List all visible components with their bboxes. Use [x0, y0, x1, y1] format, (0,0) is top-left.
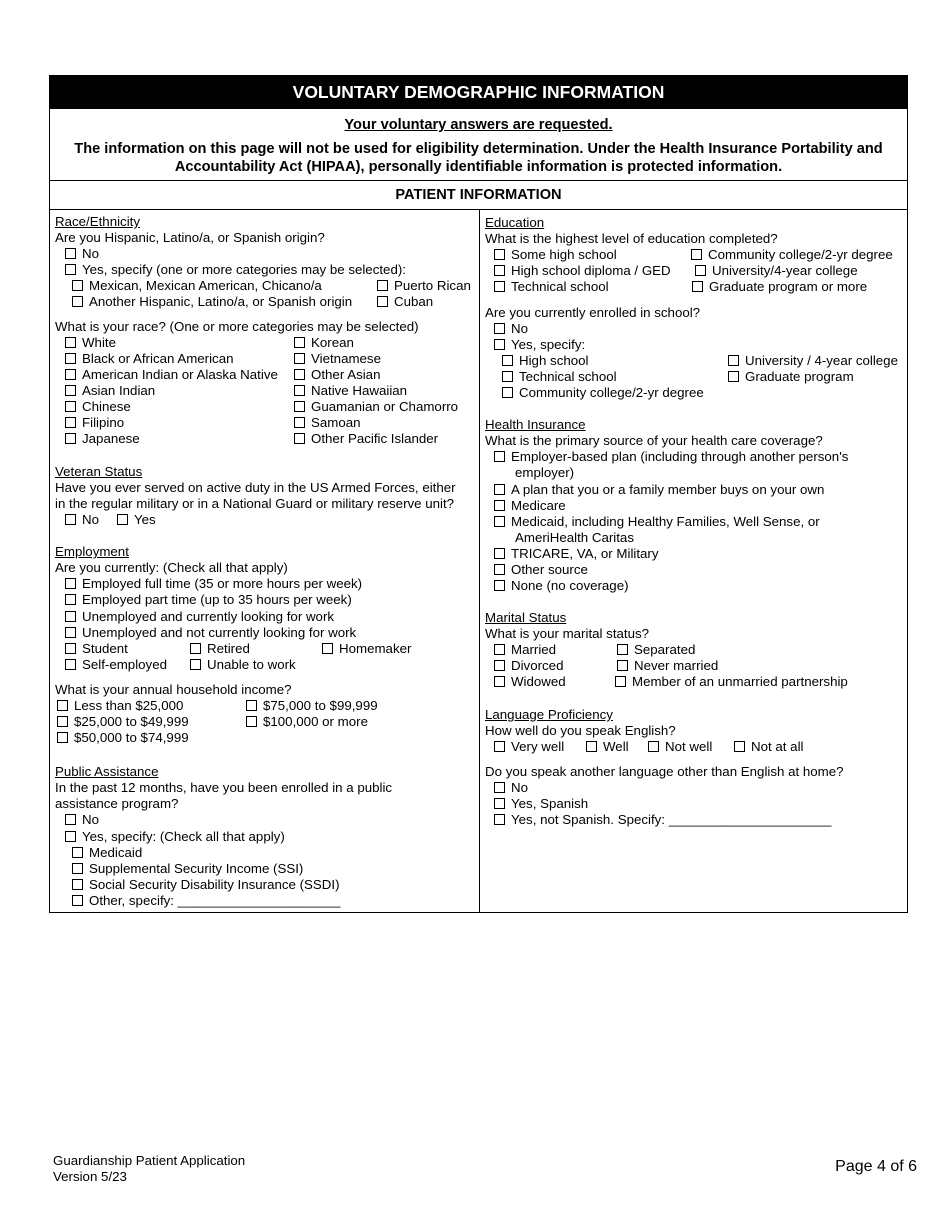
checkbox[interactable]	[494, 484, 505, 495]
insurance-option[interactable]: Other source	[494, 562, 588, 578]
checkbox[interactable]	[494, 676, 505, 687]
employment-option[interactable]: Employed part time (up to 35 hours per week)	[65, 592, 352, 608]
checkbox[interactable]	[494, 265, 505, 276]
checkbox[interactable]	[117, 514, 128, 525]
checkbox[interactable]	[294, 337, 305, 348]
checkbox[interactable]	[72, 280, 83, 291]
marital-option[interactable]: Separated	[617, 642, 695, 658]
income-option[interactable]: $100,000 or more	[246, 714, 368, 730]
assistance-no-option[interactable]: No	[65, 812, 99, 828]
income-option[interactable]: $75,000 to $99,999	[246, 698, 378, 714]
assistance-yes-option[interactable]: Yes, specify: (Check all that apply)	[65, 829, 285, 845]
education-option[interactable]: Community college/2-yr degree	[691, 247, 893, 263]
footer	[53, 1153, 245, 1185]
checkbox[interactable]	[65, 433, 76, 444]
education-option[interactable]: High school diploma / GED	[494, 263, 671, 279]
checkbox[interactable]	[65, 417, 76, 428]
checkbox[interactable]	[494, 516, 505, 527]
checkbox[interactable]	[494, 580, 505, 591]
employment-option[interactable]: Retired	[190, 641, 250, 657]
checkbox[interactable]	[692, 281, 703, 292]
checkbox[interactable]	[65, 627, 76, 638]
race-option[interactable]: American Indian or Alaska Native	[65, 367, 278, 383]
education-option[interactable]: Technical school	[494, 279, 609, 295]
hispanic-question: Are you Hispanic, Latino/a, or Spanish origin?	[55, 230, 325, 245]
checkbox[interactable]	[65, 611, 76, 622]
english-option[interactable]: Very well	[494, 739, 564, 755]
right-column	[480, 210, 907, 912]
race-option[interactable]: Japanese	[65, 431, 140, 447]
checkbox[interactable]	[65, 578, 76, 589]
english-option[interactable]: Not at all	[734, 739, 803, 755]
checkbox[interactable]	[494, 814, 505, 825]
employment-option[interactable]: Self-employed	[65, 657, 167, 673]
checkbox[interactable]	[502, 355, 513, 366]
insurance-option[interactable]: TRICARE, VA, or Military	[494, 546, 659, 562]
race-option[interactable]: Native Hawaiian	[294, 383, 407, 399]
checkbox[interactable]	[57, 716, 68, 727]
assistance-sub-option[interactable]: Supplemental Security Income (SSI)	[72, 861, 303, 877]
other-language-option[interactable]: No	[494, 780, 528, 796]
language-heading: Language Proficiency	[485, 707, 613, 722]
school-option[interactable]: Graduate program	[728, 369, 854, 385]
marital-option[interactable]: Member of an unmarried partnership	[615, 674, 848, 690]
assistance-sub-option[interactable]: Medicaid	[72, 845, 142, 861]
checkbox[interactable]	[648, 741, 659, 752]
race-option[interactable]: Other Asian	[294, 367, 380, 383]
checkbox[interactable]	[494, 500, 505, 511]
marital-option[interactable]: Divorced	[494, 658, 563, 674]
enrolled-question: Are you currently enrolled in school?	[485, 305, 701, 320]
checkbox[interactable]	[65, 337, 76, 348]
checkbox[interactable]	[190, 659, 201, 670]
checkbox[interactable]	[57, 700, 68, 711]
veteran-no-option[interactable]: No	[65, 512, 99, 528]
checkbox[interactable]	[502, 387, 513, 398]
education-option[interactable]: Some high school	[494, 247, 617, 263]
employment-option[interactable]: Homemaker	[322, 641, 411, 657]
race-question: What is your race? (One or more categories may be selected)	[55, 319, 419, 334]
education-question: What is the highest level of education completed?	[485, 231, 778, 246]
section-heading: PATIENT INFORMATION	[50, 181, 907, 210]
checkbox[interactable]	[246, 700, 257, 711]
checkbox[interactable]	[586, 741, 597, 752]
checkbox[interactable]	[72, 863, 83, 874]
checkbox[interactable]	[294, 369, 305, 380]
checkbox[interactable]	[294, 401, 305, 412]
checkbox[interactable]	[72, 895, 83, 906]
hispanic-cuban-option[interactable]: Cuban	[377, 294, 433, 310]
checkbox[interactable]	[190, 643, 201, 654]
race-option[interactable]: Korean	[294, 335, 354, 351]
school-option[interactable]: University / 4-year college	[728, 353, 898, 369]
insurance-option[interactable]: Medicare	[494, 498, 566, 514]
veteran-question-line2: in the regular military or in a National Guard or military reserve unit?	[55, 496, 455, 511]
income-option[interactable]: $25,000 to $49,999	[57, 714, 189, 730]
insurance-question: What is the primary source of your health care coverage?	[485, 433, 823, 448]
checkbox[interactable]	[494, 564, 505, 575]
school-option[interactable]: Community college/2-yr degree	[502, 385, 704, 401]
checkbox[interactable]	[65, 401, 76, 412]
checkbox[interactable]	[494, 249, 505, 260]
assistance-sub-option[interactable]: Social Security Disability Insurance (SSDI)	[72, 877, 340, 893]
veteran-yes-option[interactable]: Yes	[117, 512, 156, 528]
enrolled-yes-option[interactable]: Yes, specify:	[494, 337, 585, 353]
insurance-option[interactable]: A plan that you or a family member buys on your own	[494, 482, 824, 498]
checkbox[interactable]	[294, 385, 305, 396]
education-option[interactable]: Graduate program or more	[692, 279, 867, 295]
checkbox[interactable]	[72, 879, 83, 890]
form-title: VOLUNTARY DEMOGRAPHIC INFORMATION	[50, 76, 907, 109]
english-option[interactable]: Not well	[648, 739, 712, 755]
checkbox[interactable]	[494, 798, 505, 809]
race-option[interactable]: White	[65, 335, 116, 351]
checkbox[interactable]	[65, 659, 76, 670]
checkbox[interactable]	[65, 643, 76, 654]
assistance-sub-option[interactable]: Other, specify: ______________________	[72, 893, 340, 909]
assistance-question-line2: assistance program?	[55, 796, 179, 811]
other-language-option[interactable]: Yes, not Spanish. Specify: ______________________	[494, 812, 831, 828]
education-option[interactable]: University/4-year college	[695, 263, 858, 279]
subtitle: Your voluntary answers are requested.	[344, 117, 613, 133]
checkbox[interactable]	[65, 369, 76, 380]
insurance-option[interactable]: None (no coverage)	[494, 578, 629, 594]
checkbox[interactable]	[494, 741, 505, 752]
checkbox[interactable]	[734, 741, 745, 752]
marital-option[interactable]: Widowed	[494, 674, 566, 690]
race-heading: Race/Ethnicity	[55, 214, 140, 229]
employment-heading: Employment	[55, 544, 129, 559]
other-language-option[interactable]: Yes, Spanish	[494, 796, 588, 812]
left-column	[50, 210, 480, 912]
employment-option[interactable]: Employed full time (35 or more hours per week)	[65, 576, 362, 592]
english-question: How well do you speak English?	[485, 723, 676, 738]
checkbox[interactable]	[494, 281, 505, 292]
race-option[interactable]: Filipino	[65, 415, 124, 431]
employment-option[interactable]: Unemployed and currently looking for work	[65, 609, 334, 625]
checkbox[interactable]	[65, 831, 76, 842]
checkbox[interactable]	[72, 296, 83, 307]
checkbox[interactable]	[57, 732, 68, 743]
checkbox[interactable]	[494, 782, 505, 793]
other-language-question: Do you speak another language other than English at home?	[485, 764, 844, 779]
hispanic-mexican-option[interactable]: Mexican, Mexican American, Chicano/a	[72, 278, 322, 294]
hispanic-another-option[interactable]: Another Hispanic, Latino/a, or Spanish origin	[72, 294, 352, 310]
insurance-option[interactable]: Medicaid, including Healthy Families, Well Sense, or	[494, 514, 820, 530]
checkbox[interactable]	[695, 265, 706, 276]
insurance-heading: Health Insurance	[485, 417, 586, 432]
footer-title: Guardianship Patient Application	[53, 1153, 246, 1168]
checkbox[interactable]	[246, 716, 257, 727]
checkbox[interactable]	[691, 249, 702, 260]
checkbox[interactable]	[65, 264, 76, 275]
enrolled-no-option[interactable]: No	[494, 321, 528, 337]
privacy-notice: The information on this page will not be used for eligibility determination. Under the Health Insurance Portability and Accountability Act (HIPAA), personally identifiable information is protected information.	[74, 141, 883, 175]
school-option[interactable]: Technical school	[502, 369, 617, 385]
hispanic-yes-option[interactable]: Yes, specify (one or more categories may be selected):	[65, 262, 406, 278]
race-option[interactable]: Vietnamese	[294, 351, 381, 367]
checkbox[interactable]	[65, 353, 76, 364]
checkbox[interactable]	[728, 355, 739, 366]
checkbox[interactable]	[294, 353, 305, 364]
employment-option[interactable]: Unable to work	[190, 657, 296, 673]
assistance-heading: Public Assistance	[55, 764, 159, 779]
employment-question: Are you currently: (Check all that apply)	[55, 560, 288, 575]
school-option[interactable]: High school	[502, 353, 588, 369]
checkbox[interactable]	[494, 339, 505, 350]
marital-option[interactable]: Never married	[617, 658, 718, 674]
marital-option[interactable]: Married	[494, 642, 556, 658]
assistance-question-line1: In the past 12 months, have you been enrolled in a public	[55, 780, 393, 795]
race-option[interactable]: Guamanian or Chamorro	[294, 399, 458, 415]
veteran-heading: Veteran Status	[55, 464, 143, 479]
checkbox[interactable]	[728, 371, 739, 382]
insurance-option-continued: AmeriHealth Caritas	[515, 530, 634, 545]
hispanic-no-option[interactable]: No	[65, 246, 99, 262]
demographic-form	[49, 75, 908, 913]
education-heading: Education	[485, 215, 545, 230]
checkbox[interactable]	[65, 594, 76, 605]
marital-heading: Marital Status	[485, 610, 567, 625]
english-option[interactable]: Well	[586, 739, 629, 755]
checkbox[interactable]	[294, 417, 305, 428]
marital-question: What is your marital status?	[485, 626, 650, 641]
checkbox[interactable]	[377, 296, 388, 307]
checkbox[interactable]	[65, 248, 76, 259]
checkbox[interactable]	[494, 323, 505, 334]
checkbox[interactable]	[494, 660, 505, 671]
race-option[interactable]: Asian Indian	[65, 383, 155, 399]
race-option[interactable]: Black or African American	[65, 351, 234, 367]
hispanic-puertorican-option[interactable]: Puerto Rican	[377, 278, 471, 294]
checkbox[interactable]	[615, 676, 626, 687]
checkbox[interactable]	[617, 644, 628, 655]
income-option[interactable]: Less than $25,000	[57, 698, 183, 714]
footer-version: Version 5/23	[53, 1169, 127, 1184]
race-option[interactable]: Samoan	[294, 415, 361, 431]
checkbox[interactable]	[322, 643, 333, 654]
insurance-option-continued: employer)	[515, 465, 575, 480]
checkbox[interactable]	[494, 451, 505, 462]
checkbox[interactable]	[617, 660, 628, 671]
income-question: What is your annual household income?	[55, 682, 292, 697]
employment-option[interactable]: Unemployed and not currently looking for work	[65, 625, 356, 641]
intro-section	[50, 109, 907, 181]
checkbox[interactable]	[494, 644, 505, 655]
income-option[interactable]: $50,000 to $74,999	[57, 730, 189, 746]
race-option[interactable]: Chinese	[65, 399, 131, 415]
checkbox[interactable]	[502, 371, 513, 382]
checkbox[interactable]	[294, 433, 305, 444]
checkbox[interactable]	[65, 814, 76, 825]
employment-option[interactable]: Student	[65, 641, 128, 657]
checkbox[interactable]	[65, 385, 76, 396]
page-number: Page 4 of 6	[835, 1158, 917, 1175]
checkbox[interactable]	[494, 548, 505, 559]
veteran-question-line1: Have you ever served on active duty in the US Armed Forces, either	[55, 480, 456, 495]
checkbox[interactable]	[377, 280, 388, 291]
race-option[interactable]: Other Pacific Islander	[294, 431, 438, 447]
checkbox[interactable]	[72, 847, 83, 858]
checkbox[interactable]	[65, 514, 76, 525]
insurance-option[interactable]: Employer-based plan (including through another person's	[494, 449, 848, 465]
